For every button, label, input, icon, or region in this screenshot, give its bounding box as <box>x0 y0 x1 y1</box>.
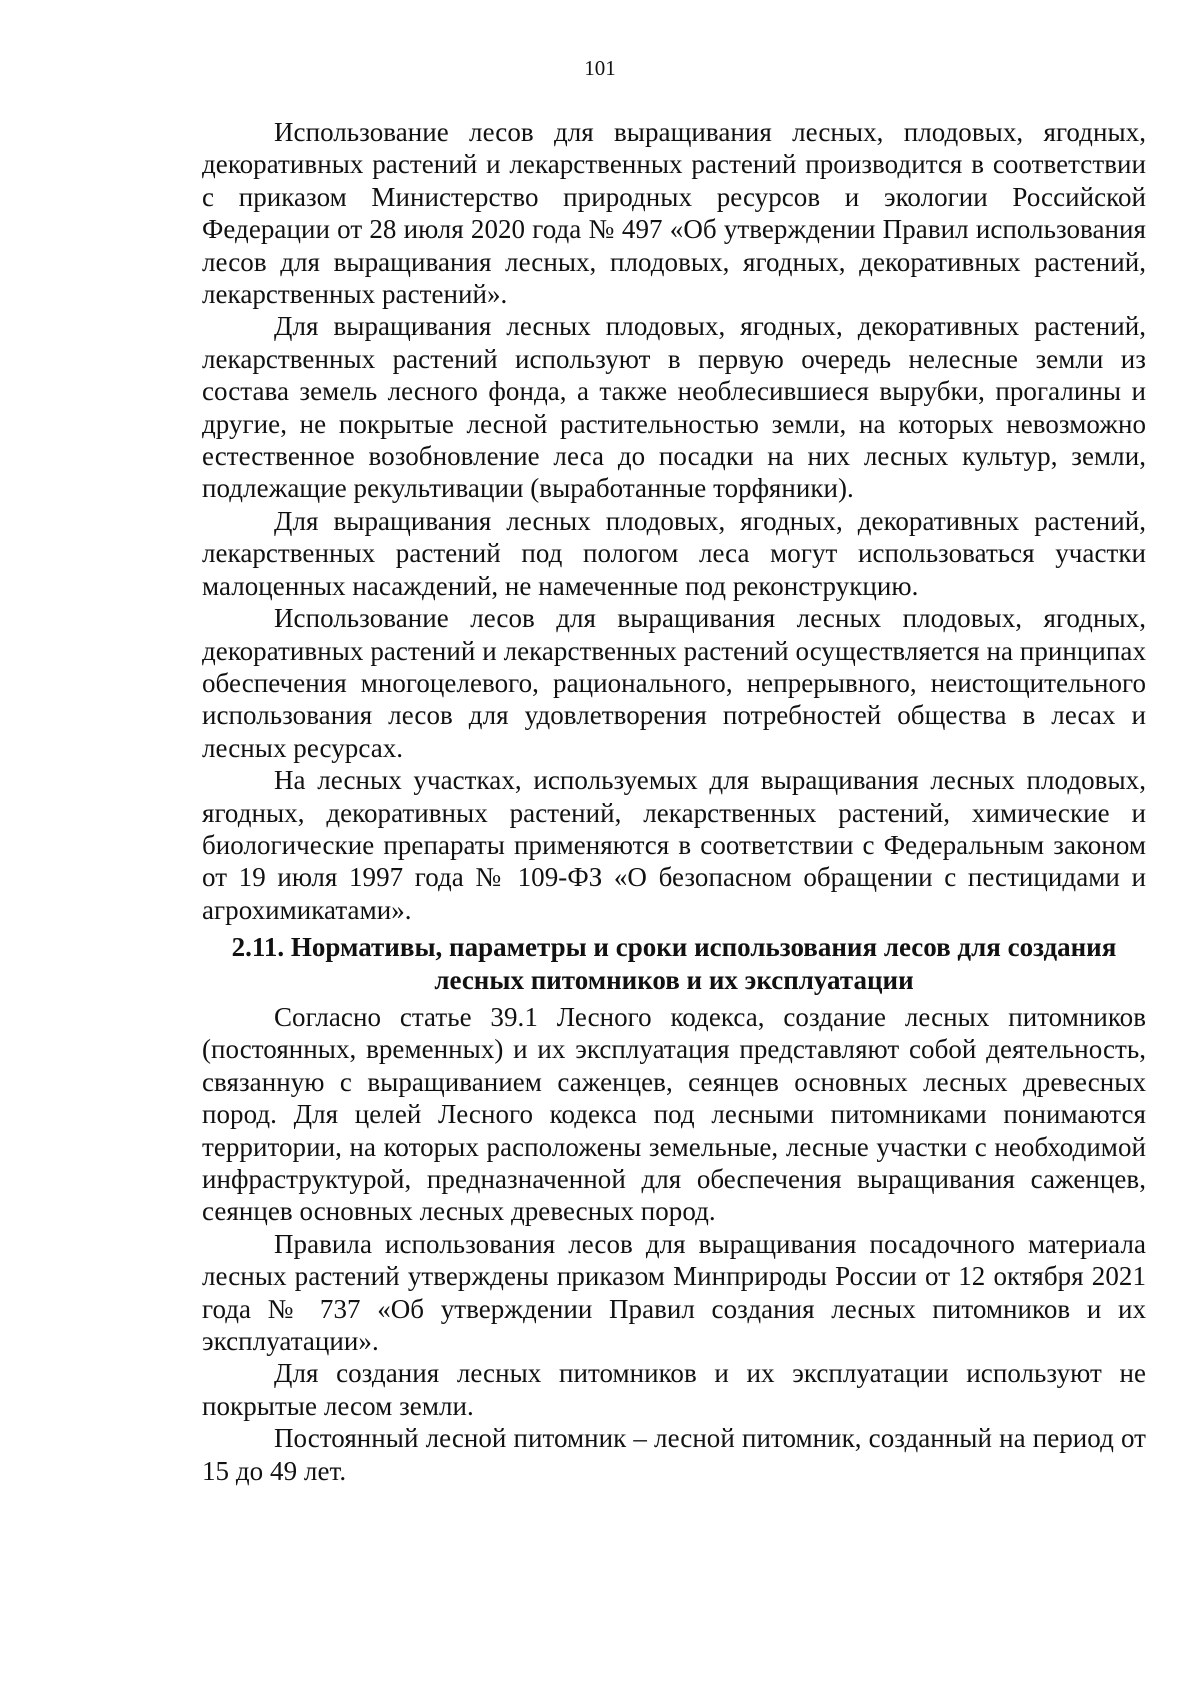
paragraph: Использование лесов для выращивания лесных плодовых, ягодных, декоративных растений и лекарственных растений осуществляется на принципах обеспечения многоцелевого, рационального, непрерывного, неистощительного использования лесов для удовлетворения потребностей общества в лесах и лесных ресурсах. <box>202 603 1146 763</box>
paragraph: Согласно статье 39.1 Лесного кодекса, создание лесных питомников (постоянных, временных) и их эксплуатация представляют собой деятельность, связанную с выращиванием саженцев, сеянцев основных лесных древесных пород. Для целей Лесного кодекса под лесными питомниками понимаются территории, на которых расположены земельные, лесные участки с необходимой инфраструктурой, предназначенной для обеспечения выращивания саженцев, сеянцев основных лесных древесных пород. <box>202 1001 1146 1227</box>
document-body <box>202 116 1146 1487</box>
paragraph: Для выращивания лесных плодовых, ягодных, декоративных растений, лекарственных растений под пологом леса могут использоваться участки малоценных насаждений, не намеченные под реконструкцию. <box>202 505 1146 601</box>
paragraph: На лесных участках, используемых для выращивания лесных плодовых, ягодных, декоративных растений, лекарственных растений, химические и биологические препараты применяются в соответствии с Федеральным законом от 19 июля 1997 года № 109-ФЗ «О безопасном обращении с пестицидами и агрохимикатами». <box>202 765 1146 925</box>
paragraph: Правила использования лесов для выращивания посадочного материала лесных растений утверждены приказом Минприроды России от 12 октября 2021 года № 737 «Об утверждении Правил создания лесных питомников и их эксплуатации». <box>202 1228 1146 1357</box>
paragraph: Для выращивания лесных плодовых, ягодных, декоративных растений, лекарственных растений используют в первую очередь нелесные земли из состава земель лесного фонда, а также необлесившиеся вырубки, прогалины и другие, не покрытые лесной растительностью земли, на которых невозможно естественное возобновление леса до посадки на них лесных культур, земли, подлежащие рекультивации (выработанные торфяники). <box>202 311 1146 504</box>
paragraph: Для создания лесных питомников и их эксплуатации используют не покрытые лесом земли. <box>202 1358 1146 1421</box>
section-heading: 2.11. Нормативы, параметры и сроки использования лесов для создания лесных питомников и их эксплуатации <box>231 932 1117 995</box>
paragraph: Постоянный лесной питомник – лесной питомник, созданный на период от 15 до 49 лет. <box>202 1423 1146 1486</box>
page-number: 101 <box>584 56 616 80</box>
paragraph: Использование лесов для выращивания лесных, плодовых, ягодных, декоративных растений и лекарственных растений производится в соответствии с приказом Министерство природных ресурсов и экологии Российской Федерации от 28 июля 2020 года № 497 «Об утверждении Правил использования лесов для выращивания лесных, плодовых, ягодных, декоративных растений, лекарственных растений». <box>202 117 1146 310</box>
